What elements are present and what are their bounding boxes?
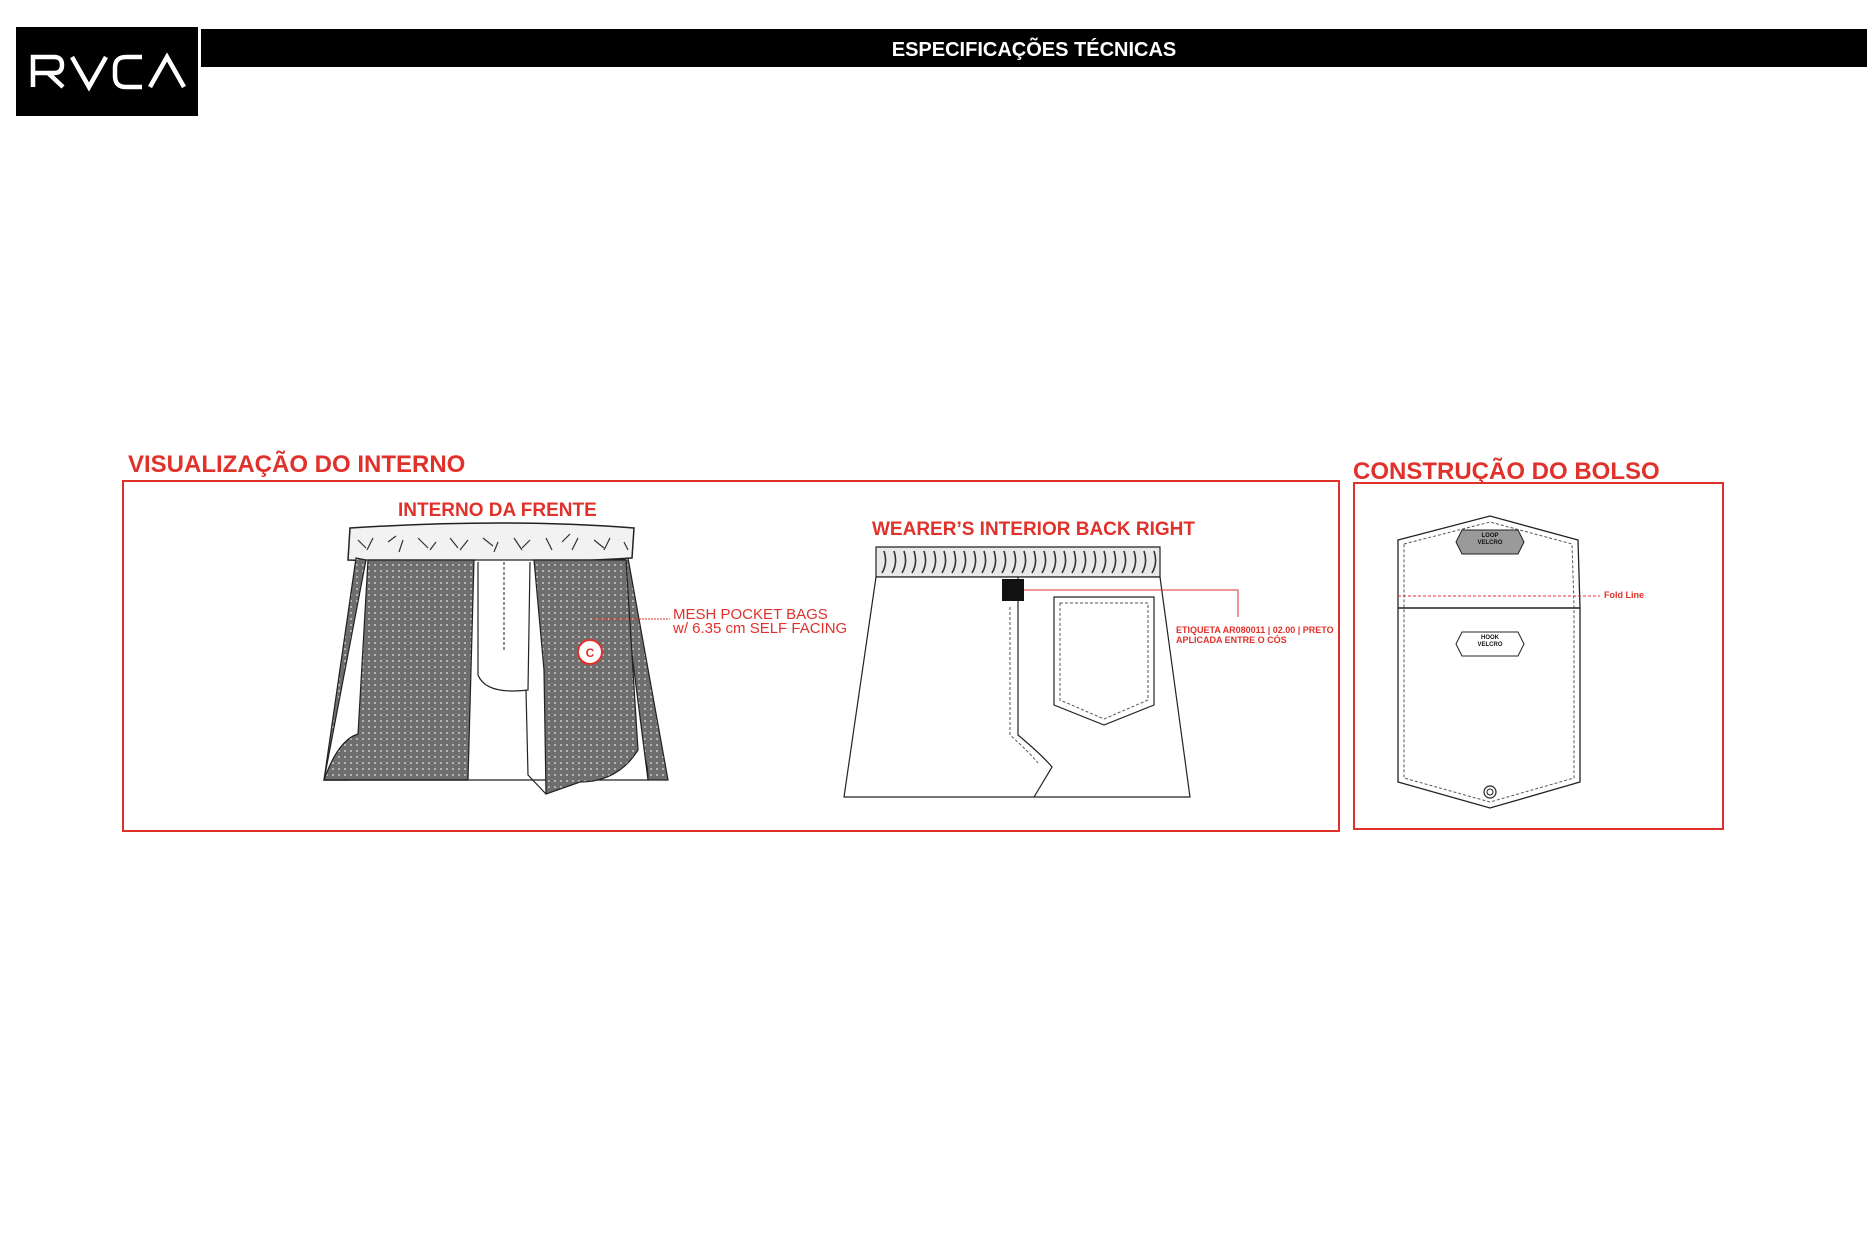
- header-title: ESPECIFICAÇÕES TÉCNICAS: [201, 29, 1867, 67]
- mesh-callout-line2: w/ 6.35 cm SELF FACING: [673, 620, 848, 637]
- loop-velcro-line1: LOOP: [1481, 533, 1499, 539]
- hook-velcro-tag: [1466, 635, 1514, 649]
- fold-line-label: Fold Line: [1604, 590, 1644, 600]
- label-callout-line1: ETIQUETA AR080011 | 02.00 | PRETO: [1176, 625, 1334, 635]
- mesh-callout-line1: MESH POCKET BAGS: [673, 606, 828, 623]
- loop-velcro-line2: VELCRO: [1477, 540, 1503, 546]
- hook-velcro-line2: VELCRO: [1477, 642, 1503, 648]
- back-shorts-drawing: [842, 545, 1262, 805]
- interior-section-title: VISUALIZAÇÃO DO INTERNO: [128, 451, 466, 478]
- rvca-logo-icon: [16, 27, 198, 116]
- label-callout-line2: APLICADA ENTRE O CÓS: [1176, 635, 1287, 645]
- front-interior-title: INTERNO DA FRENTE: [398, 500, 597, 521]
- back-interior-title: WEARER’S INTERIOR BACK RIGHT: [872, 519, 1195, 540]
- hook-velcro-line1: HOOK: [1481, 635, 1499, 641]
- loop-velcro-tag: [1466, 533, 1514, 547]
- marker-label: C: [585, 646, 595, 660]
- brand-logo: [16, 27, 198, 116]
- front-shorts-drawing: [318, 520, 678, 800]
- pocket-section-title: CONSTRUÇÃO DO BOLSO: [1353, 458, 1660, 485]
- pocket-diagram: [1390, 512, 1650, 812]
